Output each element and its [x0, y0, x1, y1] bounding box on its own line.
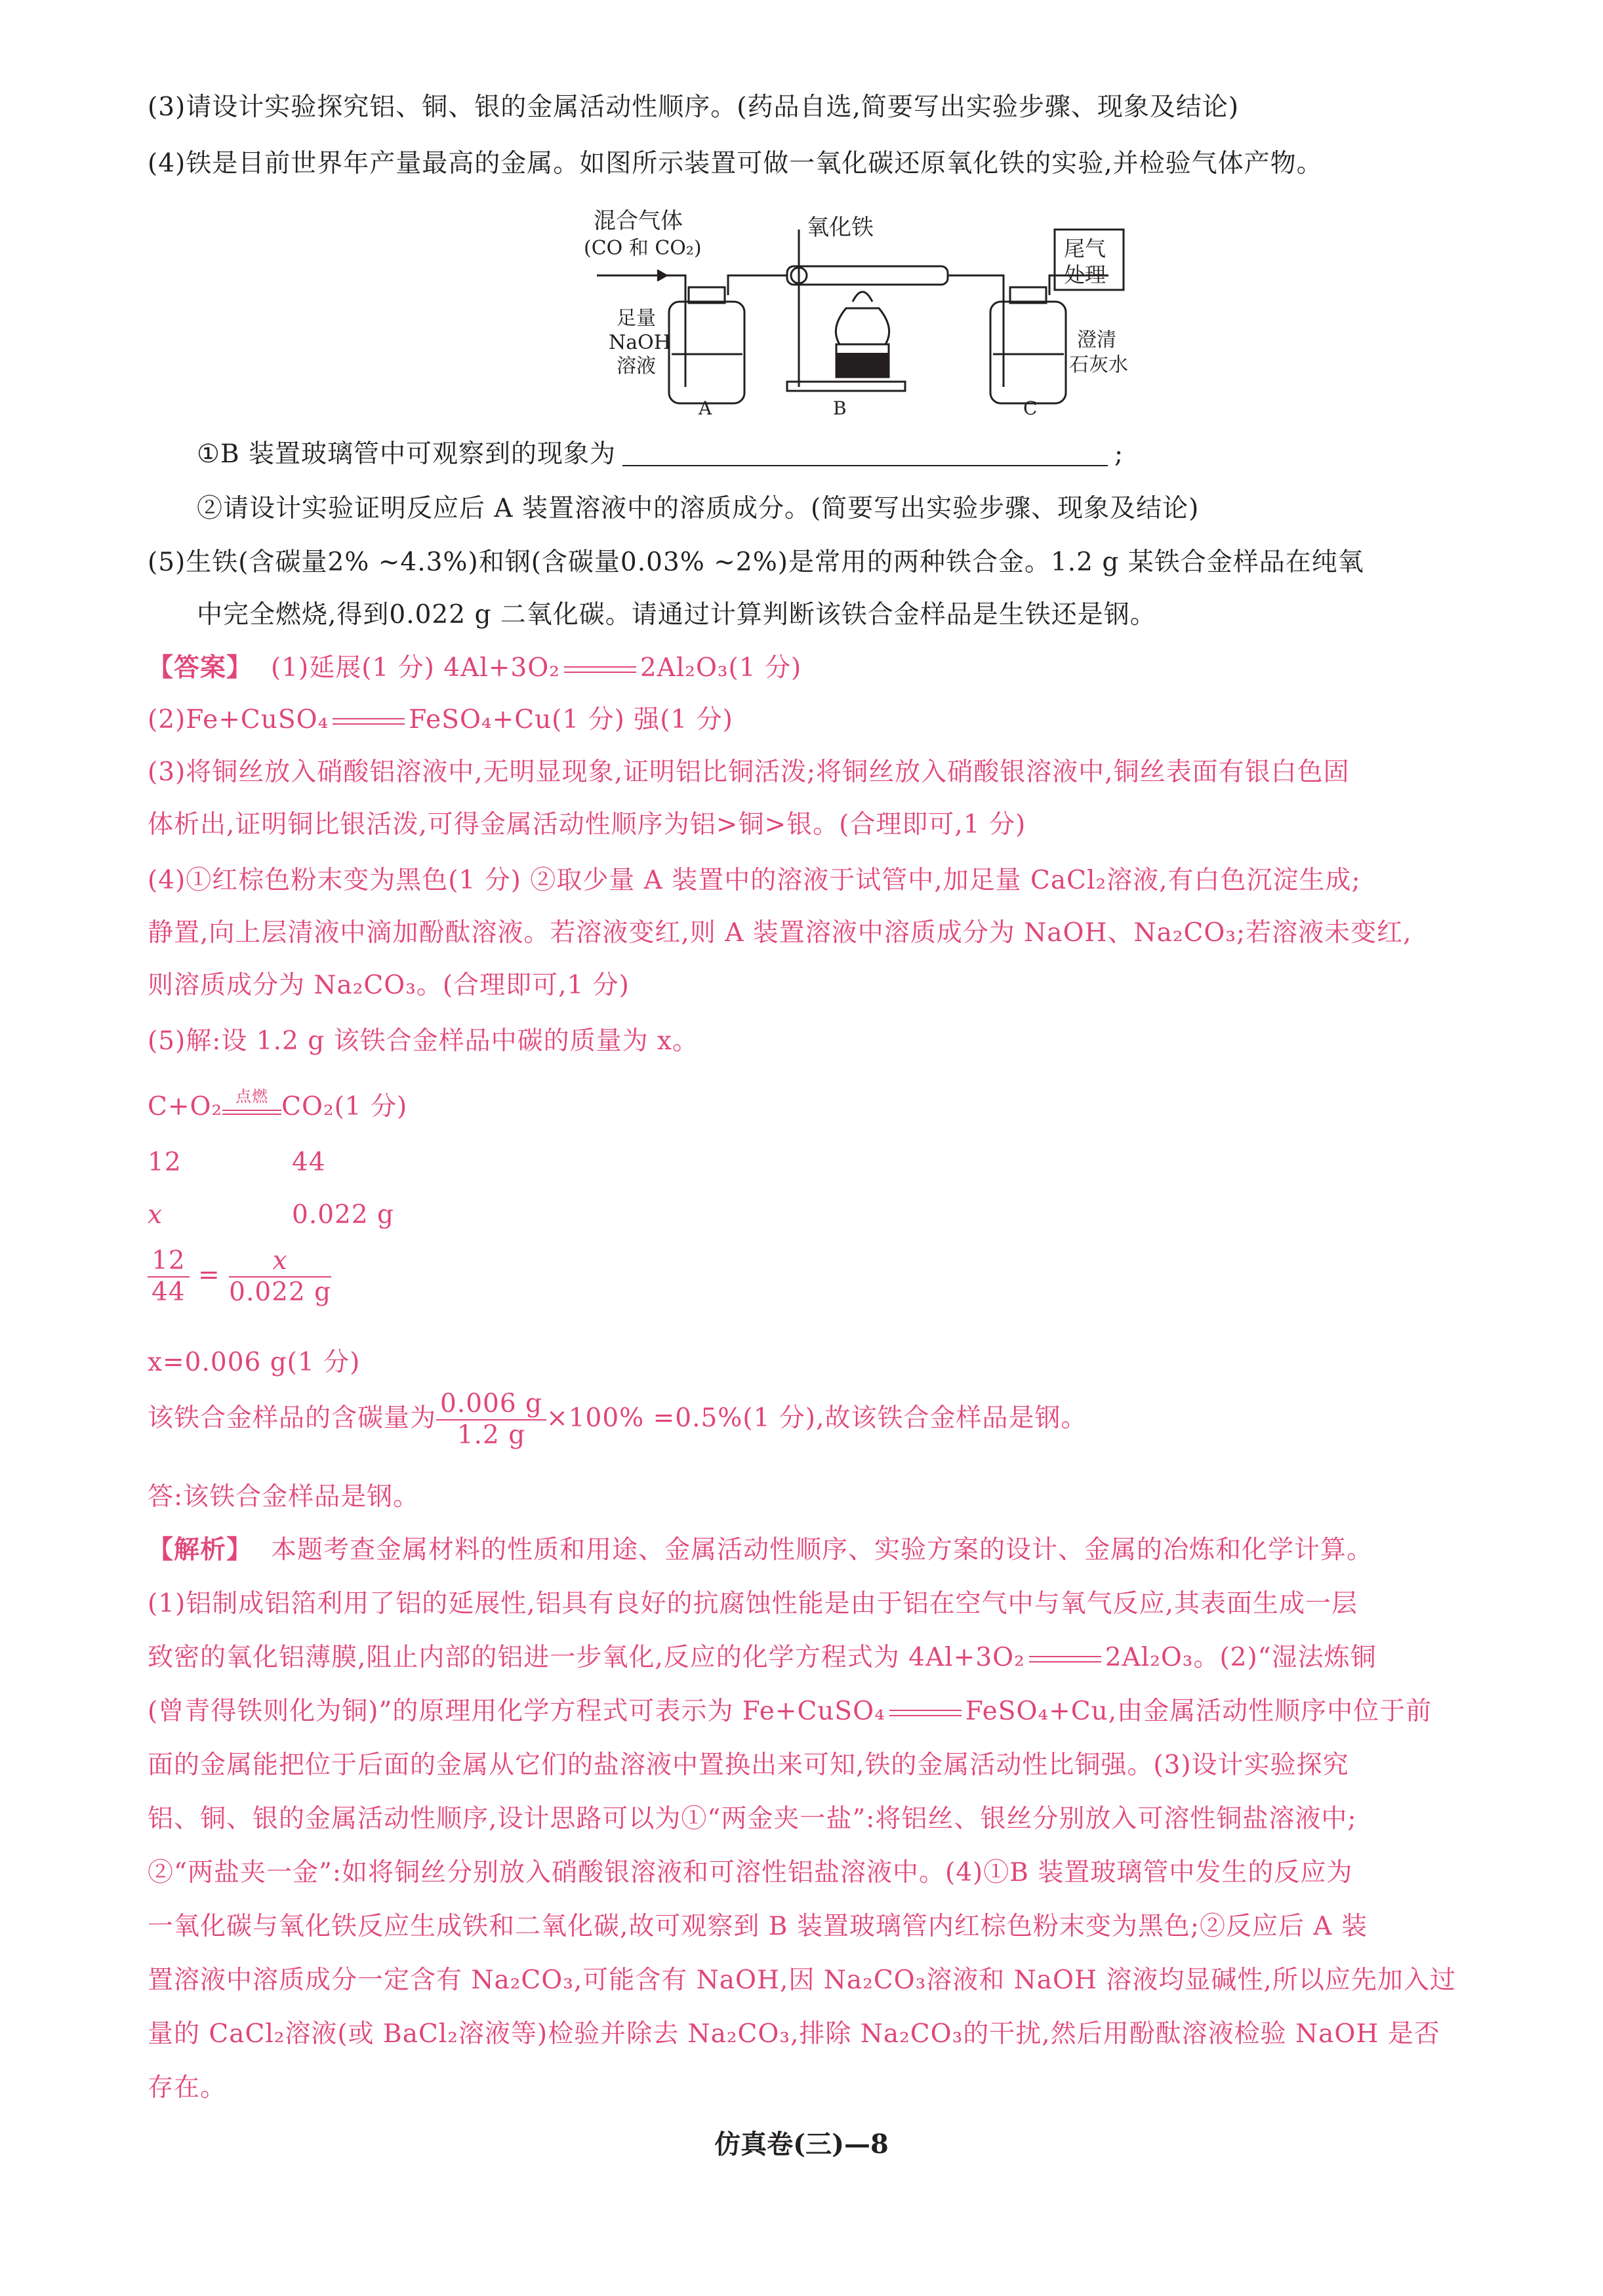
answer-4-line-1: (4)①红棕色粉末变为黑色(1 分) ②取少量 A 装置中的溶液于试管中,加足量 CaCl₂溶液,有白色沉淀生成; [148, 866, 1361, 895]
ratio-fraction-left: $\frac{12}{44}$ [148, 1246, 190, 1308]
gas-label-1: 混合气体 [594, 208, 683, 234]
analysis-line-5: 面的金属能把位于后面的金属从它们的盐溶液中置换出来可知,铁的金属活动性比铜强。(3)设计实验探究 [148, 1750, 1349, 1780]
question-5-line-1: (5)生铁(含碳量2% ~4.3%)和钢(含碳量0.03% ~2%)是常用的两种铁合金。1.2 g 某铁合金样品在纯氧 [148, 548, 1364, 577]
analysis-line-8: 一氧化碳与氧化铁反应生成铁和二氧化碳,故可观察到 B 装置玻璃管内红棕色粉末变为黑色;②反应后 A 装 [148, 1912, 1368, 1941]
answer-1 [148, 649, 802, 687]
question-4-2: ②请设计实验证明反应后 A 装置溶液中的溶质成分。(简要写出实验步骤、现象及结论) [197, 494, 1200, 523]
equals-sign [1029, 1656, 1101, 1662]
lime-label-2: 石灰水 [1069, 353, 1128, 376]
lime-label-1: 澄清 [1077, 329, 1116, 352]
analysis-line-4: (曾青得铁则化为铜)”的原理用化学方程式可表示为 Fe+CuSO₄ FeSO₄+Cu,由金属活动性顺序中位于前 [148, 1697, 1432, 1726]
question-4-1-end: ; [1114, 439, 1124, 469]
label-b: B [833, 397, 847, 419]
equals-sign [333, 718, 405, 725]
question-5-line-2: 中完全燃烧,得到0.022 g 二氧化碳。请通过计算判断该铁合金样品是生铁还是钢。 [197, 600, 1156, 630]
answer-blank[interactable] [622, 439, 1108, 466]
condition-text: 点燃 [235, 1087, 269, 1106]
equals-sign [889, 1710, 962, 1716]
label-c: C [1023, 397, 1038, 419]
analysis-line-1: 【解析】 本题考查金属材料的性质和用途、金属活动性顺序、实验方案的设计、金属的冶炼和化学计算。 [148, 1531, 1373, 1569]
naoh-label-2: NaOH [609, 331, 671, 354]
ratio-fraction-right: $\frac{x}{0.022 g}$ [229, 1246, 332, 1307]
answer-3-line-2: 体析出,证明铜比银活泼,可得金属活动性顺序为铝>铜>银。(合理即可,1 分) [148, 810, 1026, 839]
calc-mass-ratio-12: 12 [148, 1148, 182, 1177]
answer-1-part-a: (1)延展(1 分) 4Al+3O₂ [271, 653, 560, 683]
equals-sign [564, 666, 636, 673]
question-4-1 [197, 436, 1124, 473]
oxide-label: 氧化铁 [807, 214, 874, 241]
calc-equation [148, 1089, 407, 1125]
analysis-line-7: ②“两盐夹一金”:如将铜丝分别放入硝酸银溶液和可溶性铝盐溶液中。(4)①B 装置玻璃管中发生的反应为 [148, 1858, 1353, 1887]
answer-4-line-2: 静置,向上层清液中滴加酚酞溶液。若溶液变红,则 A 装置溶液中溶质成分为 NaOH、Na₂CO₃;若溶液未变红, [148, 918, 1412, 948]
tail-label-2: 处理 [1064, 262, 1106, 287]
answer-1-part-b: 2Al₂O₃(1 分) [639, 653, 802, 683]
calc-ratio [148, 1246, 331, 1308]
naoh-label-3: 溶液 [617, 355, 656, 378]
answer-5-line-1: (5)解:设 1.2 g 该铁合金样品中碳的质量为 x。 [148, 1026, 699, 1056]
label-a: A [699, 397, 712, 419]
reaction-condition [222, 1087, 281, 1115]
calc-eq-right: CO₂(1 分) [281, 1092, 408, 1121]
final-answer: 答:该铁合金样品是钢。 [148, 1482, 420, 1512]
analysis-line-3: 致密的氧化铝薄膜,阻止内部的铝进一步氧化,反应的化学方程式为 4Al+3O₂ 2Al₂O₃。(2)“湿法炼铜 [148, 1643, 1377, 1672]
carbon-pre: 该铁合金样品的含碳量为 [148, 1403, 437, 1433]
question-4: (4)铁是目前世界年产量最高的金属。如图所示装置可做一氧化碳还原氧化铁的实验,并检验气体产物。 [148, 149, 1323, 178]
calc-mass-ratio-44: 44 [292, 1148, 326, 1177]
carbon-post: ×100% =0.5%(1 分),故该铁合金样品是钢。 [546, 1403, 1087, 1433]
naoh-label-1: 足量 [617, 307, 656, 330]
calc-var-mass: 0.022 g [292, 1200, 395, 1230]
answer-2-part-b: FeSO₄+Cu(1 分) 强(1 分) [409, 705, 733, 735]
analysis-line-10: 量的 CaCl₂溶液(或 BaCl₂溶液等)检验并除去 Na₂CO₃,排除 Na₂CO₃的干扰,然后用酚酞溶液检验 NaOH 是否 [148, 2019, 1440, 2049]
analysis-tag: 【解析】 [148, 1535, 253, 1565]
answer-4-line-3: 则溶质成分为 Na₂CO₃。(合理即可,1 分) [148, 971, 630, 1000]
apparatus-diagram [571, 203, 1141, 420]
tail-label-1: 尾气 [1064, 236, 1106, 261]
carbon-fraction: $\frac{0.006 g}{1.2 g}$ [436, 1389, 546, 1451]
calc-eq-left: C+O₂ [148, 1092, 223, 1121]
question-4-1-text: ①B 装置玻璃管中可观察到的现象为 [197, 439, 617, 469]
gas-label-2: (CO 和 CO₂) [584, 237, 702, 260]
answer-tag: 【答案】 [148, 653, 253, 683]
answer-3-line-1: (3)将铜丝放入硝酸铝溶液中,无明显现象,证明铝比铜活泼;将铜丝放入硝酸银溶液中,铜丝表面有银白色固 [148, 757, 1350, 787]
answer-2-part-a: (2)Fe+CuSO₄ [148, 705, 329, 735]
ratio-equals: = [198, 1260, 220, 1290]
carbon-content [148, 1389, 1087, 1451]
analysis-line-9: 置溶液中溶质成分一定含有 Na₂CO₃,可能含有 NaOH,因 Na₂CO₃溶液和 NaOH 溶液均显碱性,所以应先加入过 [148, 1965, 1456, 1995]
answer-2 [148, 702, 733, 738]
calc-var-x: x [148, 1200, 163, 1230]
analysis-line-2: (1)铝制成铝箔利用了铝的延展性,铝具有良好的抗腐蚀性能是由于铝在空气中与氧气反应,其表面生成一层 [148, 1589, 1358, 1619]
calc-x-result: x=0.006 g(1 分) [148, 1348, 361, 1377]
page-footer: 仿真卷(三)—8 [714, 2129, 889, 2160]
analysis-line-6: 铝、铜、银的金属活动性顺序,设计思路可以为①“两金夹一盐”:将铝丝、银丝分别放入可溶性铜盐溶液中; [148, 1804, 1357, 1834]
question-3: (3)请设计实验探究铝、铜、银的金属活动性顺序。(药品自选,简要写出实验步骤、现象及结论) [148, 92, 1240, 122]
analysis-line-11: 存在。 [148, 2073, 227, 2103]
